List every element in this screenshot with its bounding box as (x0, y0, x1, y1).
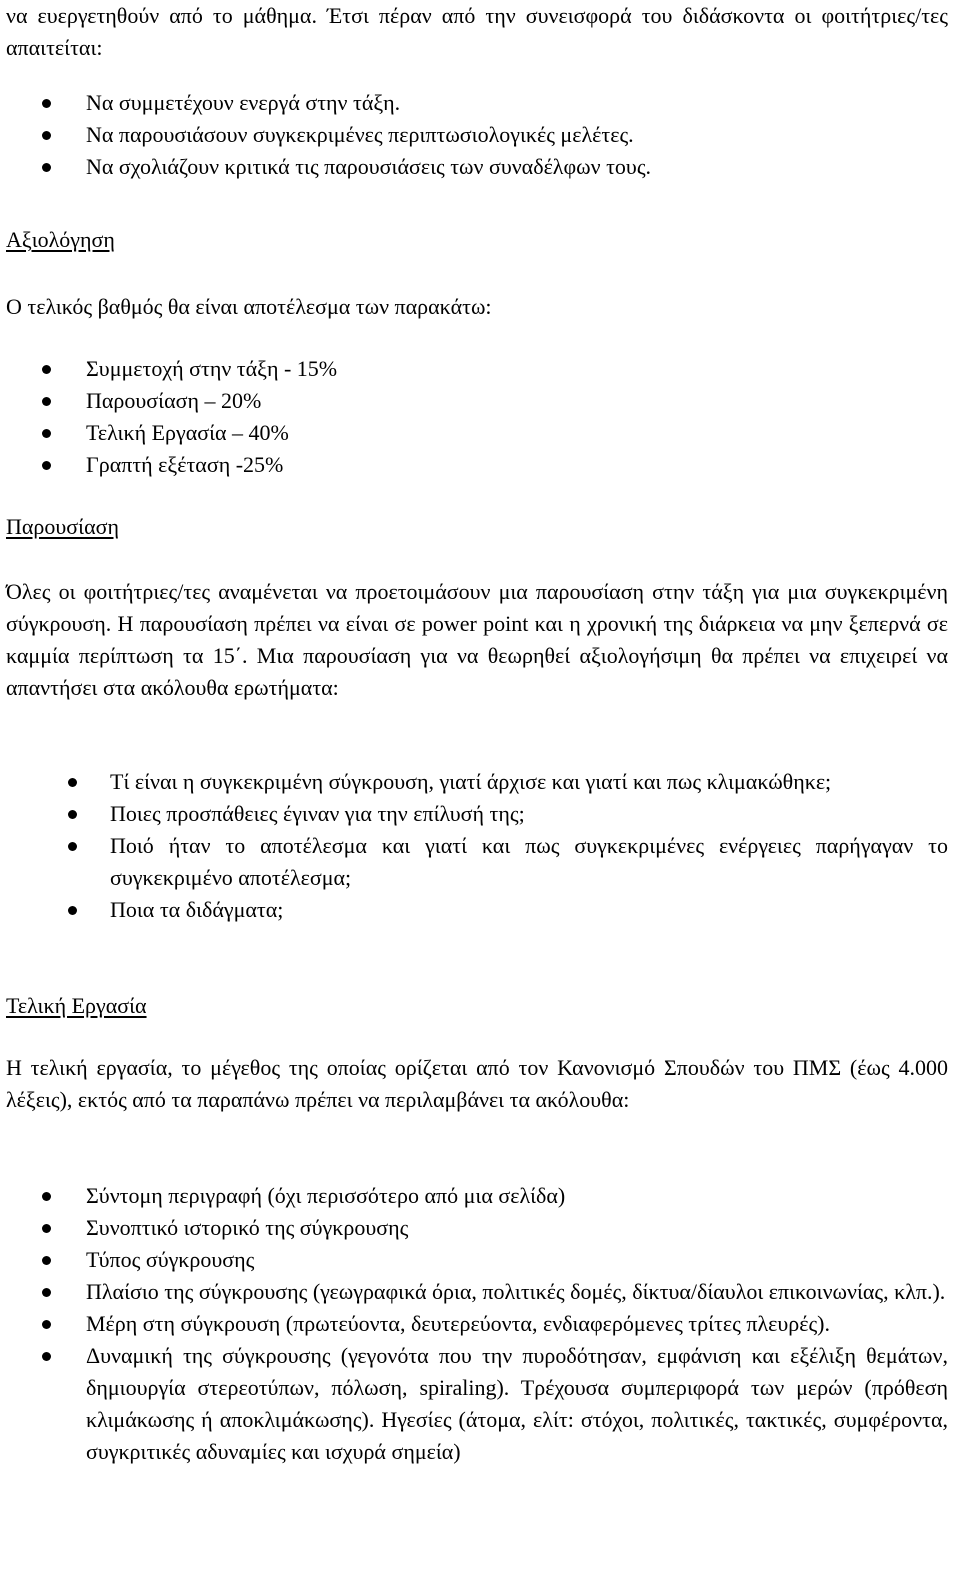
list-item: Τελική Εργασία – 40% (6, 417, 948, 449)
list-item: Μέρη στη σύγκρουση (πρωτεύοντα, δευτερεύοντα, ενδιαφερόμενες τρίτες πλευρές). (6, 1308, 948, 1340)
evaluation-heading: Αξιολόγηση (6, 227, 115, 252)
bullet-icon (42, 1352, 51, 1361)
list-item: Να σχολιάζουν κριτικά τις παρουσιάσεις των συναδέλφων τους. (6, 151, 948, 183)
presentation-paragraph: Όλες οι φοιτήτριες/τες αναμένεται να προετοιμάσουν μια παρουσίαση στην τάξη για μια συγκεκριμένη σύγκρουση. Η παρουσίαση πρέπει να είναι σε power point και η χρονική της διάρκεια να μην ξεπερνά σε καμμία περίπτωση τα 15΄. Μια παρουσίαση για να θεωρηθεί αξιολογήσιμη θα πρέπει να επιχειρεί να απαντήσει στα ακόλουθα ερωτήματα: (6, 579, 948, 700)
list-item: Σύντομη περιγραφή (όχι περισσότερο από μια σελίδα) (6, 1180, 948, 1212)
bullet-icon (42, 397, 51, 406)
bullet-icon (68, 810, 77, 819)
evaluation-paragraph: Ο τελικός βαθμός θα είναι αποτέλεσμα των παρακάτω: (6, 294, 492, 319)
bullet-icon (42, 1256, 51, 1265)
intro-paragraph: να ευεργετηθούν από το μάθημα. Έτσι πέραν από την συνεισφορά του διδάσκοντα οι φοιτήτριες/τες απαιτείται: (6, 3, 948, 60)
list-item: Παρουσίαση – 20% (6, 385, 948, 417)
list-item: Δυναμική της σύγκρουσης (γεγονότα που την πυροδότησαν, εμφάνιση και εξέλιξη θεμάτων, δημιουργία στερεοτύπων, πόλωση, spiraling). Τρέχουσα συμπεριφορά των μερών (πρόθεση κλιμάκωσης ή αποκλιμάκωσης). Ηγεσίες (άτομα, ελίτ: στόχοι, πολιτικές, τακτικές, συμφέροντα, συγκριτικές αδυναμίες και ισχυρά σημεία) (6, 1340, 948, 1468)
bullet-icon (42, 1224, 51, 1233)
final-paper-heading: Τελική Εργασία (6, 993, 147, 1018)
bullet-icon (42, 429, 51, 438)
bullet-icon (68, 906, 77, 915)
list-item: Να παρουσιάσουν συγκεκριμένες περιπτωσιολογικές μελέτες. (6, 119, 948, 151)
final-paper-paragraph: Η τελική εργασία, το μέγεθος της οποίας ορίζεται από τον Κανονισμό Σπουδών του ΠΜΣ (έως 4.000 λέξεις), εκτός από τα παραπάνω πρέπει να περιλαμβάνει τα ακόλουθα: (6, 1055, 948, 1112)
list-item: Ποιό ήταν το αποτέλεσμα και γιατί και πως συγκεκριμένες ενέργειες παρήγαγαν το συγκεκριμένο αποτέλεσμα; (6, 830, 948, 894)
bullet-icon (42, 131, 51, 140)
final-paper-list (6, 1180, 948, 1468)
bullet-icon (42, 1288, 51, 1297)
bullet-icon (68, 842, 77, 851)
evaluation-list (6, 353, 948, 481)
bullet-icon (42, 99, 51, 108)
bullet-icon (42, 365, 51, 374)
bullet-icon (42, 163, 51, 172)
list-item: Τύπος σύγκρουσης (6, 1244, 948, 1276)
list-item: Συμμετοχή στην τάξη - 15% (6, 353, 948, 385)
list-item: Να συμμετέχουν ενεργά στην τάξη. (6, 87, 948, 119)
bullet-icon (68, 778, 77, 787)
intro-list (6, 87, 948, 183)
list-item: Ποιες προσπάθειες έγιναν για την επίλυσή της; (6, 798, 948, 830)
bullet-icon (42, 461, 51, 470)
list-item: Πλαίσιο της σύγκρουσης (γεωγραφικά όρια, πολιτικές δομές, δίκτυα/δίαυλοι επικοινωνίας, κλπ.). (6, 1276, 948, 1308)
list-item: Τί είναι η συγκεκριμένη σύγκρουση, γιατί άρχισε και γιατί και πως κλιμακώθηκε; (6, 766, 948, 798)
bullet-icon (42, 1320, 51, 1329)
presentation-list (6, 766, 948, 926)
presentation-heading: Παρουσίαση (6, 514, 119, 539)
list-item: Γραπτή εξέταση -25% (6, 449, 948, 481)
bullet-icon (42, 1192, 51, 1201)
list-item: Συνοπτικό ιστορικό της σύγκρουσης (6, 1212, 948, 1244)
list-item: Ποια τα διδάγματα; (6, 894, 948, 926)
